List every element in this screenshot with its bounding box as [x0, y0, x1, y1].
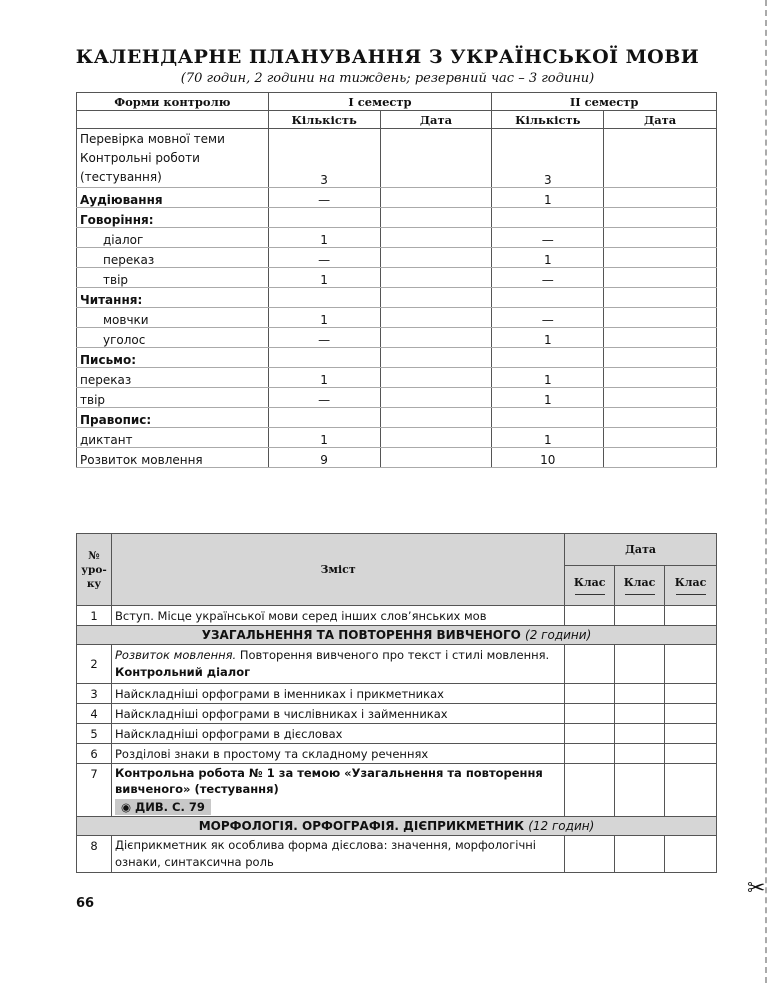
row-label: твір — [77, 388, 269, 408]
page-number: 66 — [76, 896, 95, 911]
row-label: діалог — [77, 228, 269, 248]
table-row — [77, 704, 717, 724]
header-lesson-num: № уро- ку — [77, 534, 112, 606]
row-label: диктант — [77, 428, 269, 448]
table-row — [77, 606, 717, 626]
row-label: твір — [77, 268, 269, 288]
lesson-number: 3 — [77, 684, 112, 704]
header-date-1: Дата — [380, 111, 492, 129]
table-row — [77, 428, 717, 448]
sem1-count: 9 — [268, 448, 380, 468]
table-row — [77, 308, 717, 328]
header-content: Зміст — [111, 534, 564, 606]
table-row — [77, 408, 717, 428]
table-row — [77, 836, 717, 873]
lesson-number: 5 — [77, 724, 112, 744]
row-label: Аудіювання — [77, 188, 269, 208]
lesson-topic: Дієприкметник як особлива форма дієслова: значення, морфологічні ознаки, синтаксична роль — [111, 836, 564, 873]
row-label: Правопис: — [77, 408, 269, 428]
lesson-number: 4 — [77, 704, 112, 724]
table-row — [77, 645, 717, 684]
header-date-2: Дата — [604, 111, 717, 129]
sem1-count: 1 — [268, 228, 380, 248]
lesson-number: 2 — [77, 645, 112, 684]
sem2-count: 10 — [492, 448, 604, 468]
section-heading: УЗАГАЛЬНЕННЯ ТА ПОВТОРЕННЯ ВИВЧЕНОГО (2 години) — [77, 626, 717, 645]
header-count-2: Кількість — [492, 111, 604, 129]
see-page-badge: ◉ ДИВ. С. 79 — [115, 799, 211, 815]
row-label: Розвиток мовлення — [77, 448, 269, 468]
sem1-count: 1 — [268, 368, 380, 388]
sem1-count: — — [268, 248, 380, 268]
row-label: переказ — [77, 248, 269, 268]
sem2-count: 1 — [492, 368, 604, 388]
row-label: Говоріння: — [77, 208, 269, 228]
eye-icon: ◉ — [120, 800, 132, 814]
header-forms: Форми контролю — [77, 93, 269, 111]
table-row — [77, 208, 717, 228]
sem2-count: — — [492, 228, 604, 248]
lesson-number: 8 — [77, 836, 112, 873]
sem1-count: — — [268, 188, 380, 208]
row-label: Письмо: — [77, 348, 269, 368]
row-label: мовчки — [77, 308, 269, 328]
page-subtitle: (70 годин, 2 години на тиждень; резервний час – 3 години) — [180, 71, 595, 86]
sem1-count: 1 — [268, 308, 380, 328]
table-row — [77, 288, 717, 308]
table-row — [77, 448, 717, 468]
sem1-count: — — [268, 388, 380, 408]
section-row — [77, 817, 717, 836]
table-row — [77, 248, 717, 268]
sem2-count: 1 — [492, 248, 604, 268]
header-class-3: Клас — [665, 566, 717, 606]
lesson-topic: Найскладніші орфограми в числівниках і займенниках — [111, 704, 564, 724]
lesson-topic: Розділові знаки в простому та складному реченнях — [111, 744, 564, 764]
sem2-count: 1 — [492, 188, 604, 208]
table-row — [77, 328, 717, 348]
sem2-count: — — [492, 308, 604, 328]
table-row — [77, 388, 717, 408]
sem1-count: — — [268, 328, 380, 348]
lesson-topic: Контрольна робота № 1 за темою «Узагальнення та повторення вивченого» (тестування) ◉ ДИВ. С. 79 — [111, 764, 564, 817]
table-row — [77, 348, 717, 368]
lesson-topic: Розвиток мовлення. Повторення вивченого про текст і стилі мовлення. Контрольний діалог — [111, 645, 564, 684]
page-title: КАЛЕНДАРНЕ ПЛАНУВАННЯ З УКРАЇНСЬКОЇ МОВИ — [75, 46, 700, 68]
control-forms-table — [76, 92, 717, 468]
header-count-1: Кількість — [268, 111, 380, 129]
scissors-icon: ✂ — [747, 876, 766, 901]
table-row — [77, 724, 717, 744]
header-class-1: Клас — [565, 566, 615, 606]
cut-line — [765, 0, 767, 983]
lessons-table — [76, 533, 717, 873]
header-sem1: І семестр — [268, 93, 492, 111]
table-row — [77, 368, 717, 388]
lesson-topic: Найскладніші орфограми в іменниках і прикметниках — [111, 684, 564, 704]
row-label: Перевірка мовної теми Контрольні роботи (тестування) — [77, 129, 269, 188]
table-row — [77, 764, 717, 817]
lesson-topic: Вступ. Місце української мови серед інших слов’янських мов — [111, 606, 564, 626]
table-row — [77, 744, 717, 764]
table-row — [77, 129, 717, 188]
table-row — [77, 188, 717, 208]
sem2-date — [604, 129, 717, 188]
header-class-2: Клас — [615, 566, 665, 606]
sem2-count: 1 — [492, 428, 604, 448]
lesson-number: 7 — [77, 764, 112, 817]
header-date: Дата — [565, 534, 717, 566]
table-row — [77, 268, 717, 288]
sem2-count: 1 — [492, 328, 604, 348]
section-row — [77, 626, 717, 645]
sem2-count: — — [492, 268, 604, 288]
table-row — [77, 684, 717, 704]
row-label: уголос — [77, 328, 269, 348]
section-heading: МОРФОЛОГІЯ. ОРФОГРАФІЯ. ДІЄПРИКМЕТНИК (12 годин) — [77, 817, 717, 836]
lesson-number: 1 — [77, 606, 112, 626]
sem1-date — [380, 129, 492, 188]
sem2-count: 3 — [492, 129, 604, 188]
header-sem2: ІІ семестр — [492, 93, 717, 111]
sem2-count: 1 — [492, 388, 604, 408]
table-row — [77, 228, 717, 248]
sem1-count: 1 — [268, 268, 380, 288]
row-label: Читання: — [77, 288, 269, 308]
row-label: переказ — [77, 368, 269, 388]
sem1-count: 3 — [268, 129, 380, 188]
header-blank — [77, 111, 269, 129]
lesson-topic: Найскладніші орфограми в дієсловах — [111, 724, 564, 744]
lesson-number: 6 — [77, 744, 112, 764]
sem1-count: 1 — [268, 428, 380, 448]
